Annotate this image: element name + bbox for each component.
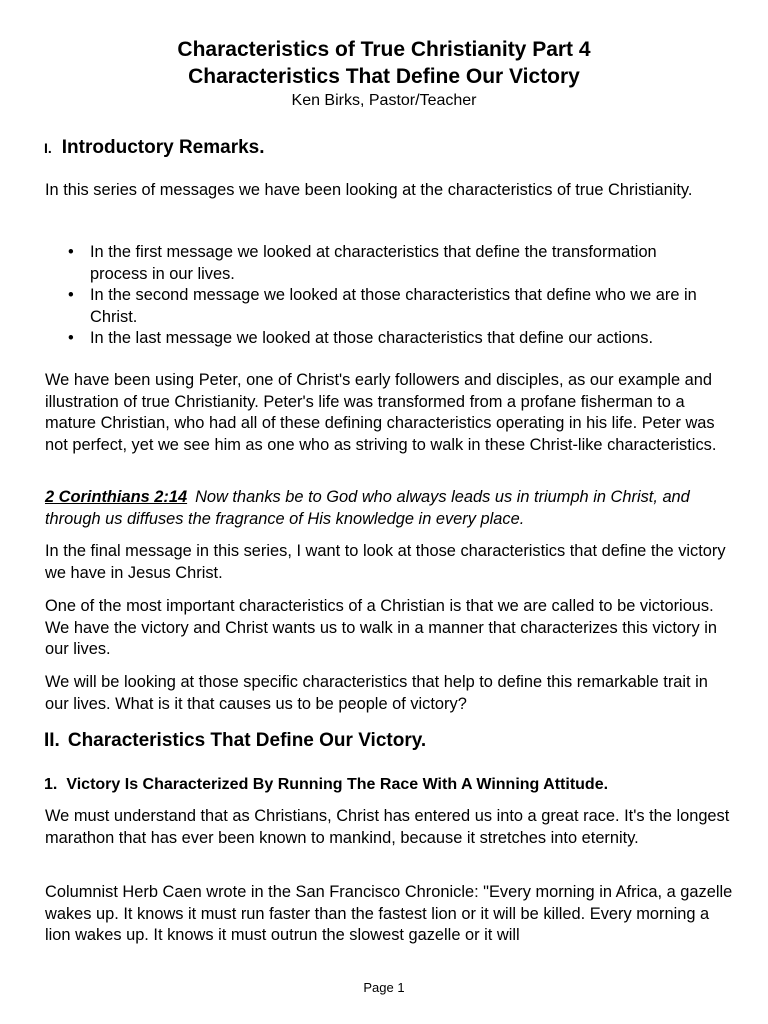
list-item [0, 328, 710, 350]
intro-paragraph: In this series of messages we have been looking at the characteristics of true Christianity. [45, 181, 693, 199]
section-heading-text: Introductory Remarks. [61, 137, 265, 158]
bullet-icon: • [68, 243, 74, 261]
columnist-paragraph: Columnist Herb Caen wrote in the San Francisco Chronicle: "Every morning in Africa, a gazelle wakes up. It knows it must run faster than the fastest lion or it will be killed. Every morning a lion wakes up. It knows it must outrun the slowest gazelle or it will [45, 883, 733, 944]
specific-characteristics-paragraph: We will be looking at those specific characteristics that help to define this remarkable trait in our lives. What is it that causes us to be people of victory? [45, 673, 708, 713]
list-item [0, 242, 710, 285]
scripture-quote [45, 487, 735, 530]
scripture-text: Now thanks be to God who always leads us in triumph in Christ, and through us diffuses the fragrance of His knowledge in every place. [45, 488, 690, 528]
section-heading-text: Characteristics That Define Our Victory. [67, 730, 427, 751]
list-item-text: In the first message we looked at characteristics that define the transformation process in our lives. [90, 243, 657, 283]
section-number: I. [44, 140, 52, 156]
message-summary-list [0, 242, 768, 350]
bullet-icon: • [68, 329, 74, 347]
section-heading-victory [44, 729, 426, 753]
scripture-reference: 2 Corinthians 2:14 [45, 488, 188, 506]
peter-paragraph: We have been using Peter, one of Christ's early followers and disciples, as our example and illustration of true Christianity. Peter's life was transformed from a profane fisherman to a mature Christian, who had all of these defining characteristics operating in his life. Peter was not perfect, yet we see him as one who as striving to walk in these Christ-like characteristics. [45, 371, 717, 454]
subsection-number: 1. [44, 776, 58, 793]
document-title-line2: Characteristics That Define Our Victory [188, 65, 580, 88]
page-number: Page 1 [363, 980, 405, 995]
list-item-text: In the second message we looked at those characteristics that define who we are in Christ. [90, 286, 697, 326]
subsection-heading-text: Victory Is Characterized By Running The Race With A Winning Attitude. [66, 776, 609, 793]
subsection-heading-winning-attitude [44, 774, 608, 796]
important-characteristic-paragraph: One of the most important characteristics of a Christian is that we are called to be victorious. We have the victory and Christ wants us to walk in a manner that characterizes this victory in our lives. [45, 597, 717, 658]
section-number: II. [44, 730, 60, 751]
document-author: Ken Birks, Pastor/Teacher [291, 92, 477, 109]
race-paragraph: We must understand that as Christians, Christ has entered us into a great race. It's the longest marathon that has ever been known to mankind, because it stretches into eternity. [45, 807, 730, 847]
final-message-paragraph: In the final message in this series, I want to look at those characteristics that define the victory we have in Jesus Christ. [45, 542, 726, 582]
list-item-text: In the last message we looked at those characteristics that define our actions. [90, 329, 654, 347]
bullet-icon: • [68, 286, 74, 304]
section-heading-introductory [44, 136, 265, 160]
document-title-line1: Characteristics of True Christianity Part 4 [177, 38, 591, 61]
list-item [0, 285, 710, 328]
